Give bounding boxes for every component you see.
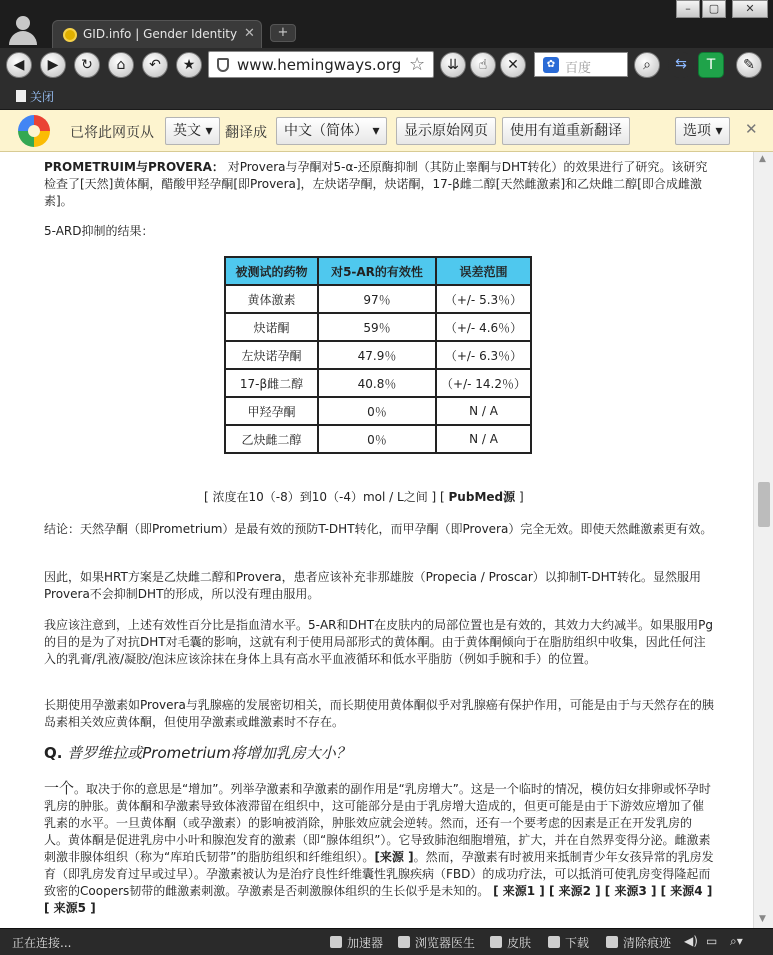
table-cell: 47.9％ (318, 341, 436, 369)
results-table (224, 256, 532, 454)
url-text[interactable]: www.hemingways.org (237, 56, 402, 74)
browser-doctor-button[interactable] (398, 934, 475, 951)
table-cell: （+/- 14.2％） (436, 369, 531, 397)
plugin-t-icon[interactable]: T (698, 52, 724, 78)
source-language-label: 英文 (173, 123, 201, 139)
concentration-text: [ 浓度在10（-8）到10（-4）mol / L之间 ] [ (204, 490, 445, 504)
question-heading (44, 742, 351, 763)
bookmark-star-icon[interactable]: ☆ (409, 54, 426, 75)
tab-close-icon[interactable]: ✕ (244, 26, 255, 41)
target-language-label: 中文（简体） (284, 123, 368, 139)
table-cell: 甲羟孕酮 (225, 397, 318, 425)
table-cell: 0％ (318, 397, 436, 425)
download-button[interactable] (548, 934, 589, 951)
status-bar (0, 928, 773, 955)
settings-wrench-icon[interactable]: ✎ (736, 52, 762, 78)
mouse-gesture-icon[interactable]: ☝ (470, 52, 496, 78)
download-icon (548, 936, 560, 948)
scroll-down-icon[interactable]: ▼ (759, 914, 766, 924)
stop-icon[interactable]: ✕ (500, 52, 526, 78)
table-cell: （+/- 5.3％） (436, 285, 531, 313)
table-cell: 炔诺酮 (225, 313, 318, 341)
status-text: 正在连接... (12, 936, 72, 950)
table-row (225, 397, 531, 425)
baidu-icon: ✿ (543, 57, 559, 73)
forward-icon[interactable]: ▶ (40, 52, 66, 78)
references-links[interactable]: [ 来源1 ] [ 来源2 ] [ 来源3 ] [ 来源4 ] [ 来源5 ] (44, 884, 713, 915)
source-bracket-end: ] (518, 490, 524, 504)
table-cell: 17-β雌二醇 (225, 369, 318, 397)
scrollbar-thumb[interactable] (758, 482, 770, 527)
answer-text: 。取决于你的意思是“增加”。列举孕激素和孕激素的副作用是“乳房增大”。这是一个临时的情况，模仿妇女排卵或怀孕时乳房的肿胀。黄体酮和孕激素导致体液滞留在组织中，这可能部分是由于乳房增大造成的，但更可能是由于下游效应增加了催乳素的水平。一旦黄体酮（或孕激素）的影响被消除，肿胀效应就会逆转。然而，还有一个要考虑的因素是正在开发乳房的人。黄体酮是促进乳房中小叶和腺泡发育的激素（即“腺体组织”）。它导致肺泡细胞增殖，扩大，并在自然界变得分泌。雌激素刺激非腺体组织（称为“库珀氏韧带”的脂肪组织和纤维组织）。 (44, 782, 711, 864)
answer-source-link[interactable]: [来源 ] (374, 850, 414, 864)
table-cell: 0％ (318, 425, 436, 453)
source-language-select[interactable]: 英文 ▾ (165, 117, 220, 145)
table-row (225, 341, 531, 369)
close-window-button[interactable]: ✕ (732, 0, 768, 18)
translated-to-label: 翻译成 (225, 125, 267, 141)
translate-options-button[interactable]: 选项 ▾ (675, 117, 730, 145)
retranslate-youdao-button[interactable]: 使用有道重新翻译 (502, 117, 630, 145)
clear-label: 清除痕迹 (623, 936, 672, 950)
clear-traces-button[interactable] (606, 934, 671, 951)
answer-text-2: 。然而，孕激素有时被用来抵制青少年女孩异常的乳房发育（即乳房发育过早或过早）。孕激素被认为是治疗良性纤维囊性乳腺疾病（FBD）的成功疗法，可以抵消可使乳房变得隆起而致密的Coopers韧带的雌激素刺激。孕激素是否刺激腺体组织的生长似乎是未知的。 (44, 850, 714, 898)
scroll-up-icon[interactable]: ▲ (759, 154, 766, 164)
accelerator-label: 加速器 (347, 936, 384, 950)
translate-logo-icon (18, 115, 50, 147)
breast-cancer-paragraph: 长期使用孕激素如Provera与乳腺癌的发展密切相关，而长期使用黄体酮似乎对乳腺癌有保护作用，可能是由于与天然存在的胰岛素相关效应黄体酮，但使用孕激素或雌激素时不存在。 (44, 698, 714, 729)
maximize-button[interactable]: ▢ (702, 0, 726, 18)
table-cell: 乙炔雌二醇 (225, 425, 318, 453)
result-label: 5-ARD抑制的结果： (44, 224, 154, 238)
nav-toolbar (0, 48, 773, 82)
skin-button[interactable] (490, 934, 531, 951)
doctor-icon (398, 936, 410, 948)
download-arrow-icon[interactable]: ⇊ (440, 52, 466, 78)
favicon-icon (63, 28, 77, 42)
security-shield-icon (217, 58, 229, 72)
clear-icon (606, 936, 618, 948)
search-box[interactable] (534, 52, 628, 77)
pubmed-source-link[interactable]: PubMed源 (448, 490, 516, 504)
table-cell: 97％ (318, 285, 436, 313)
browser-tab[interactable] (52, 20, 262, 48)
hrt-paragraph: 因此，如果HRT方案是乙炔雌二醇和Provera，患者应该补充非那雄胺（Propecia / Proscar）以抑制T-DHT转化。显然服用Provera不会抑制DHT的形成，所以没有理由服用。 (44, 570, 701, 601)
search-placeholder[interactable]: 百度 (565, 61, 592, 76)
table-cell: （+/- 4.6％） (436, 313, 531, 341)
screen-icon[interactable]: ▭ (706, 934, 718, 948)
bookmark-bar (0, 82, 773, 110)
table-cell: 59％ (318, 313, 436, 341)
skin-label: 皮肤 (507, 936, 532, 950)
vertical-scrollbar[interactable] (753, 152, 773, 928)
user-avatar-icon[interactable] (6, 14, 40, 46)
table-header: 误差范围 (436, 257, 531, 285)
translate-bar (0, 110, 773, 152)
favorites-icon[interactable]: ★ (176, 52, 202, 78)
table-row (225, 425, 531, 453)
question-text: 普罗维拉或Prometrium将增加乳房大小？ (67, 744, 351, 762)
table-cell: 左炔诺孕酮 (225, 341, 318, 369)
zoom-icon[interactable]: ⌕▾ (730, 934, 743, 948)
undo-close-icon[interactable]: ↶ (142, 52, 168, 78)
table-row (225, 313, 531, 341)
title-bar (0, 0, 773, 48)
answer-paragraph (44, 780, 714, 917)
table-cell: N / A (436, 425, 531, 453)
translate-close-icon[interactable]: ✕ (745, 120, 758, 138)
bookmark-item[interactable] (16, 88, 54, 105)
table-cell: N / A (436, 397, 531, 425)
answer-lead: 一个 (44, 779, 75, 797)
table-cell: 40.8％ (318, 369, 436, 397)
target-language-select[interactable]: 中文（简体） ▾ (276, 117, 387, 145)
page-icon (16, 90, 26, 102)
intro-paragraph (44, 159, 714, 210)
accelerator-icon (330, 936, 342, 948)
doctor-label: 浏览器医生 (415, 936, 476, 950)
table-header-row (225, 257, 531, 285)
table-row (225, 369, 531, 397)
volume-icon[interactable]: ◀) (684, 934, 698, 948)
intro-title: PROMETRUIM与PROVERA： (44, 160, 224, 174)
table-cell: （+/- 6.3％） (436, 341, 531, 369)
home-icon[interactable]: ⌂ (108, 52, 134, 78)
translate-toolbar-icon[interactable]: ⇆ (668, 52, 694, 78)
download-label: 下载 (565, 936, 590, 950)
topical-paragraph: 我应该注意到，上述有效性百分比是指血清水平。5-AR和DHT在皮肤内的局部位置也是有效的，其效力大约减半。如果服用Pg的目的是为了对抗DHT对毛囊的影响，这就有利于使用局部形式的黄体酮。由于黄体酮倾向于在脂肪组织中收集，因此任何注入的乳膏/乳液/凝胶/泡沫应该涂抹在身体上具有高水平血液循环和低水平脂肪（例如手腕和手）的位置。 (44, 618, 713, 666)
table-header: 被测试的药物 (225, 257, 318, 285)
skin-icon (490, 936, 502, 948)
refresh-icon[interactable]: ↻ (74, 52, 100, 78)
conclusion-paragraph: 结论：天然孕酮（即Prometrium）是最有效的预防T-DHT转化，而甲孕酮（即Provera）完全无效。即使天然雌激素更有效。 (44, 522, 713, 536)
table-row (225, 285, 531, 313)
back-icon[interactable]: ◀ (6, 52, 32, 78)
minimize-button[interactable]: – (676, 0, 700, 18)
bookmark-label: 关闭 (30, 90, 55, 104)
new-tab-button[interactable]: + (270, 24, 296, 42)
tab-title: GID.info | Gender Identity (83, 27, 238, 41)
table-header: 对5-AR的有效性 (318, 257, 436, 285)
search-icon[interactable]: ⌕ (634, 52, 660, 78)
page-content (0, 152, 753, 928)
show-original-button[interactable]: 显示原始网页 (396, 117, 496, 145)
question-q: Q. (44, 744, 63, 762)
translate-prefix: 已将此网页从 (70, 125, 154, 141)
concentration-source-line (204, 488, 524, 505)
accelerator-button[interactable] (330, 934, 383, 951)
options-label: 选项 (683, 123, 711, 139)
table-cell: 黄体激素 (225, 285, 318, 313)
intro-text: 对Provera与孕酮对5-α-还原酶抑制（其防止睾酮与DHT转化）的效果进行了研究。该研究检查了[天然]黄体酮，醋酸甲羟孕酮[即Provera]，左炔诺孕酮，炔诺酮，17-β雌二醇[天然雌激素]和乙炔雌二醇[即合成雌激素]。 (44, 160, 708, 208)
address-bar[interactable] (208, 51, 434, 78)
